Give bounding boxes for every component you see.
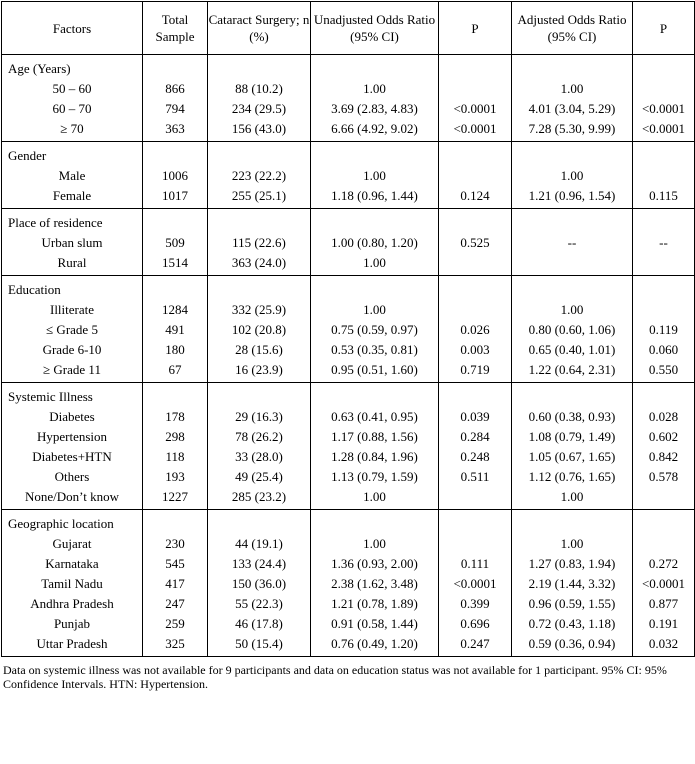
cell-adjusted-or [512,55,633,142]
value-adjusted-or: 1.08 (0.79, 1.49) [528,429,616,444]
row-label: Male [58,168,86,183]
row-label: Others [54,469,90,484]
group-row [2,55,695,142]
cell-factor [2,142,143,209]
value-p-adjusted: <0.0001 [641,576,686,591]
group-title-spacer [208,146,310,166]
value-p-adjusted: <0.0001 [641,121,686,136]
header-p-adjusted: P [633,2,695,55]
value-cataract-surgery: 255 (25.1) [231,188,287,203]
value-total-sample: 178 [165,409,185,424]
cell-p-adjusted [633,209,695,276]
value-p-unadjusted: 0.284 [460,429,490,444]
value-p-unadjusted: 0.525 [460,235,490,250]
cell-unadjusted-or [311,383,439,510]
value-p-adjusted: 0.032 [648,636,679,651]
cell-cataract-surgery [208,55,311,142]
value-p-adjusted: 0.028 [648,409,679,424]
group-title-spacer [143,213,207,233]
group-title-spacer [311,213,438,233]
cell-total-sample [143,55,208,142]
value-cataract-surgery: 78 (26.2) [235,429,283,444]
group-title-spacer [439,514,511,534]
value-total-sample: 325 [165,636,185,651]
value-p-unadjusted [439,79,511,99]
cell-p-unadjusted [439,209,512,276]
group-title-spacer [439,59,511,79]
value-p-unadjusted [439,253,511,273]
value-adjusted-or: 0.80 (0.60, 1.06) [528,322,616,337]
value-unadjusted-or: 1.36 (0.93, 2.00) [331,556,418,571]
value-total-sample: 1227 [162,489,188,504]
row-label: Uttar Pradesh [36,636,108,651]
value-p-adjusted [633,253,694,273]
value-unadjusted-or: 1.18 (0.96, 1.44) [331,188,418,203]
value-p-adjusted: 0.119 [649,322,678,337]
group-title-spacer [143,514,207,534]
value-adjusted-or: 0.59 (0.36, 0.94) [528,636,616,651]
group-row [2,510,695,657]
row-label: Diabetes+HTN [32,449,112,464]
group-title-spacer [143,59,207,79]
group-title-spacer [208,280,310,300]
value-total-sample: 247 [165,596,185,611]
group-title-spacer [512,514,632,534]
value-cataract-surgery: 332 (25.9) [231,302,287,317]
row-label: Tamil Nadu [41,576,103,591]
value-p-adjusted: 0.602 [648,429,679,444]
row-label: Grade 6-10 [42,342,102,357]
group-title-spacer [512,213,632,233]
value-total-sample: 67 [168,362,182,377]
cell-factor [2,383,143,510]
value-p-adjusted: 0.578 [648,469,679,484]
row-label: Urban slum [41,235,103,250]
value-unadjusted-or: 0.63 (0.41, 0.95) [331,409,418,424]
value-p-unadjusted: 0.511 [460,469,490,484]
value-p-adjusted [633,534,694,554]
value-total-sample: 230 [165,536,185,551]
group-title: Gender [8,148,47,163]
cell-factor [2,276,143,383]
value-total-sample: 363 [165,121,185,136]
group-row [2,276,695,383]
value-p-adjusted [633,79,694,99]
value-p-unadjusted: 0.399 [460,596,490,611]
value-total-sample: 298 [165,429,185,444]
value-cataract-surgery: 102 (20.8) [231,322,287,337]
group-title-spacer [512,59,632,79]
value-adjusted-or: 1.00 [560,168,584,183]
value-p-unadjusted: 0.003 [460,342,490,357]
value-total-sample: 545 [165,556,185,571]
value-cataract-surgery: 29 (16.3) [235,409,283,424]
cell-total-sample [143,209,208,276]
cell-p-adjusted [633,55,695,142]
value-p-unadjusted: 0.247 [460,636,490,651]
value-unadjusted-or: 1.00 [363,255,386,270]
group-title-spacer [208,387,310,407]
value-cataract-surgery: 46 (17.8) [235,616,283,631]
row-label: Diabetes [49,409,95,424]
group-title: Geographic location [8,516,114,531]
group-row [2,209,695,276]
value-unadjusted-or: 0.53 (0.35, 0.81) [331,342,418,357]
value-adjusted-or: 1.00 [560,81,584,96]
value-p-unadjusted: 0.719 [460,362,490,377]
value-unadjusted-or: 1.00 [363,302,386,317]
group-title-spacer [143,146,207,166]
value-p-adjusted: 0.877 [648,596,679,611]
value-adjusted-or: 1.21 (0.96, 1.54) [528,188,616,203]
cell-p-adjusted [633,142,695,209]
group-title-spacer [512,387,632,407]
cell-adjusted-or [512,142,633,209]
value-cataract-surgery: 55 (22.3) [235,596,283,611]
cell-factor [2,209,143,276]
value-p-unadjusted [439,534,511,554]
cell-adjusted-or [512,276,633,383]
value-adjusted-or: 0.96 (0.59, 1.55) [528,596,616,611]
value-unadjusted-or: 1.00 [363,168,386,183]
group-title-spacer [208,514,310,534]
header-adjusted-or: Adjusted Odds Ratio (95% CI) [512,2,633,55]
value-p-adjusted: 0.272 [648,556,679,571]
value-p-adjusted [633,300,694,320]
value-cataract-surgery: 28 (15.6) [235,342,283,357]
value-adjusted-or: 1.22 (0.64, 2.31) [528,362,616,377]
value-p-adjusted: 0.842 [648,449,679,464]
value-adjusted-or: 1.05 (0.67, 1.65) [528,449,616,464]
value-cataract-surgery: 16 (23.9) [235,362,283,377]
value-cataract-surgery: 150 (36.0) [231,576,287,591]
value-adjusted-or: 0.72 (0.43, 1.18) [528,616,616,631]
value-p-unadjusted [439,487,511,507]
value-adjusted-or: 0.65 (0.40, 1.01) [528,342,616,357]
value-total-sample: 491 [165,322,185,337]
cell-cataract-surgery [208,209,311,276]
value-p-unadjusted [439,166,511,186]
cell-cataract-surgery [208,383,311,510]
group-title-spacer [439,280,511,300]
value-p-unadjusted: 0.039 [460,409,490,424]
cell-total-sample [143,142,208,209]
value-adjusted-or: 7.28 (5.30, 9.99) [528,121,616,136]
group-title-spacer [208,213,310,233]
value-total-sample: 509 [165,235,185,250]
value-unadjusted-or: 1.13 (0.79, 1.59) [331,469,418,484]
header-total-sample: Total Sample [143,2,208,55]
cell-total-sample [143,276,208,383]
row-label: Punjab [53,616,91,631]
value-total-sample: 794 [165,101,185,116]
value-cataract-surgery: 49 (25.4) [235,469,283,484]
group-title-spacer [512,146,632,166]
value-p-unadjusted: <0.0001 [453,101,497,116]
value-p-unadjusted: 0.124 [460,188,490,203]
value-cataract-surgery: 33 (28.0) [235,449,283,464]
cell-p-adjusted [633,510,695,657]
value-cataract-surgery: 156 (43.0) [231,121,287,136]
group-title-spacer [633,387,694,407]
group-title-spacer [512,280,632,300]
cell-unadjusted-or [311,209,439,276]
cell-unadjusted-or [311,510,439,657]
value-total-sample: 1017 [162,188,188,203]
value-p-adjusted: 0.060 [648,342,679,357]
cell-adjusted-or [512,209,633,276]
value-unadjusted-or: 1.00 (0.80, 1.20) [331,235,418,250]
row-label: 60 – 70 [52,101,92,116]
cell-p-unadjusted [439,142,512,209]
value-total-sample: 1006 [162,168,188,183]
value-unadjusted-or: 1.00 [363,81,386,96]
value-cataract-surgery: 223 (22.2) [231,168,287,183]
value-total-sample: 259 [165,616,185,631]
cell-factor [2,510,143,657]
value-p-unadjusted: 0.248 [460,449,490,464]
group-title-spacer [311,59,438,79]
group-title-spacer [633,213,694,233]
cell-cataract-surgery [208,510,311,657]
value-unadjusted-or: 1.00 [363,489,386,504]
row-label: 50 – 60 [52,81,92,96]
row-label: Female [52,188,92,203]
value-cataract-surgery: 50 (15.4) [235,636,283,651]
cell-cataract-surgery [208,142,311,209]
value-total-sample: 180 [165,342,185,357]
value-cataract-surgery: 234 (29.5) [231,101,287,116]
value-adjusted-or: 1.27 (0.83, 1.94) [528,556,616,571]
row-label: ≥ 70 [60,121,84,136]
value-unadjusted-or: 1.00 [363,536,386,551]
row-label: Illiterate [49,302,95,317]
group-title-spacer [311,146,438,166]
group-row [2,142,695,209]
value-unadjusted-or: 0.76 (0.49, 1.20) [331,636,418,651]
value-unadjusted-or: 6.66 (4.92, 9.02) [331,121,418,136]
group-title-spacer [439,146,511,166]
value-unadjusted-or: 3.69 (2.83, 4.83) [331,101,418,116]
value-p-adjusted: <0.0001 [641,101,686,116]
group-title-spacer [143,280,207,300]
table-container [0,1,695,691]
value-p-unadjusted: 0.696 [460,616,490,631]
group-title-spacer [633,280,694,300]
cell-p-adjusted [633,276,695,383]
value-cataract-surgery: 115 (22.6) [232,235,286,250]
header-row [2,2,695,55]
value-p-adjusted [633,487,694,507]
row-label: Gujarat [52,536,92,551]
cell-p-unadjusted [439,383,512,510]
value-adjusted-or: -- [567,235,577,250]
value-unadjusted-or: 1.17 (0.88, 1.56) [331,429,418,444]
group-title-spacer [633,146,694,166]
value-unadjusted-or: 0.75 (0.59, 0.97) [331,322,418,337]
group-title-spacer [633,59,694,79]
header-cataract-surgery: Cataract Surgery; n (%) [208,2,311,55]
value-adjusted-or: 4.01 (3.04, 5.29) [528,101,616,116]
value-cataract-surgery: 363 (24.0) [231,255,287,270]
group-title-spacer [439,213,511,233]
value-p-adjusted [633,166,694,186]
row-label: ≤ Grade 5 [46,322,98,337]
row-label: None/Don’t know [24,489,119,504]
value-p-adjusted: 0.191 [648,616,679,631]
value-total-sample: 118 [165,449,185,464]
header-unadjusted-or: Unadjusted Odds Ratio (95% CI) [311,2,439,55]
cell-unadjusted-or [311,276,439,383]
cell-p-unadjusted [439,55,512,142]
value-unadjusted-or: 1.21 (0.78, 1.89) [331,596,418,611]
value-total-sample: 866 [165,81,185,96]
cell-total-sample [143,510,208,657]
value-p-unadjusted [439,300,511,320]
group-title-spacer [311,514,438,534]
row-label: ≥ Grade 11 [43,362,101,377]
value-cataract-surgery: 285 (23.2) [231,489,287,504]
group-title-spacer [439,387,511,407]
group-title: Systemic Illness [8,389,93,404]
group-title-spacer [311,280,438,300]
value-total-sample: 1514 [162,255,188,270]
row-label: Andhra Pradesh [30,596,114,611]
group-row [2,383,695,510]
value-p-adjusted: -- [659,235,668,250]
value-p-unadjusted: <0.0001 [453,576,497,591]
value-adjusted-or: 1.00 [560,536,584,551]
cell-unadjusted-or [311,55,439,142]
value-unadjusted-or: 2.38 (1.62, 3.48) [331,576,418,591]
value-adjusted-or: 2.19 (1.44, 3.32) [528,576,616,591]
value-adjusted-or [512,253,632,273]
group-title-spacer [143,387,207,407]
value-total-sample: 1284 [162,302,188,317]
cell-p-unadjusted [439,276,512,383]
row-label: Karnataka [45,556,99,571]
cell-cataract-surgery [208,276,311,383]
group-title-spacer [208,59,310,79]
value-p-unadjusted: 0.111 [460,556,490,571]
header-p-unadjusted: P [439,2,512,55]
cell-p-unadjusted [439,510,512,657]
value-adjusted-or: 1.00 [560,302,584,317]
header-factors: Factors [2,2,143,55]
value-unadjusted-or: 0.95 (0.51, 1.60) [331,362,418,377]
value-adjusted-or: 1.12 (0.76, 1.65) [528,469,616,484]
value-unadjusted-or: 0.91 (0.58, 1.44) [331,616,418,631]
cell-adjusted-or [512,383,633,510]
value-p-unadjusted: <0.0001 [453,121,497,136]
cell-factor [2,55,143,142]
group-title-spacer [311,387,438,407]
cell-adjusted-or [512,510,633,657]
value-cataract-surgery: 133 (24.4) [231,556,287,571]
value-adjusted-or: 1.00 [560,489,584,504]
value-total-sample: 417 [165,576,185,591]
row-label: Hypertension [36,429,108,444]
value-total-sample: 193 [165,469,185,484]
value-cataract-surgery: 88 (10.2) [235,81,283,96]
group-title: Age (Years) [8,61,71,76]
cell-unadjusted-or [311,142,439,209]
group-title: Place of residence [8,215,103,230]
group-title-spacer [633,514,694,534]
value-adjusted-or: 0.60 (0.38, 0.93) [528,409,616,424]
table-footnote: Data on systemic illness was not available for 9 participants and data on education status was not available for 1 participant. 95% CI: 95% Confidence Intervals. HTN: Hypertension. [3,663,667,691]
value-p-adjusted: 0.115 [649,188,678,203]
odds-ratio-table [1,1,695,657]
value-p-unadjusted: 0.026 [460,322,490,337]
group-title: Education [8,282,61,297]
value-cataract-surgery: 44 (19.1) [235,536,283,551]
row-label: Rural [57,255,87,270]
cell-total-sample [143,383,208,510]
value-p-adjusted: 0.550 [648,362,679,377]
value-unadjusted-or: 1.28 (0.84, 1.96) [331,449,418,464]
cell-p-adjusted [633,383,695,510]
